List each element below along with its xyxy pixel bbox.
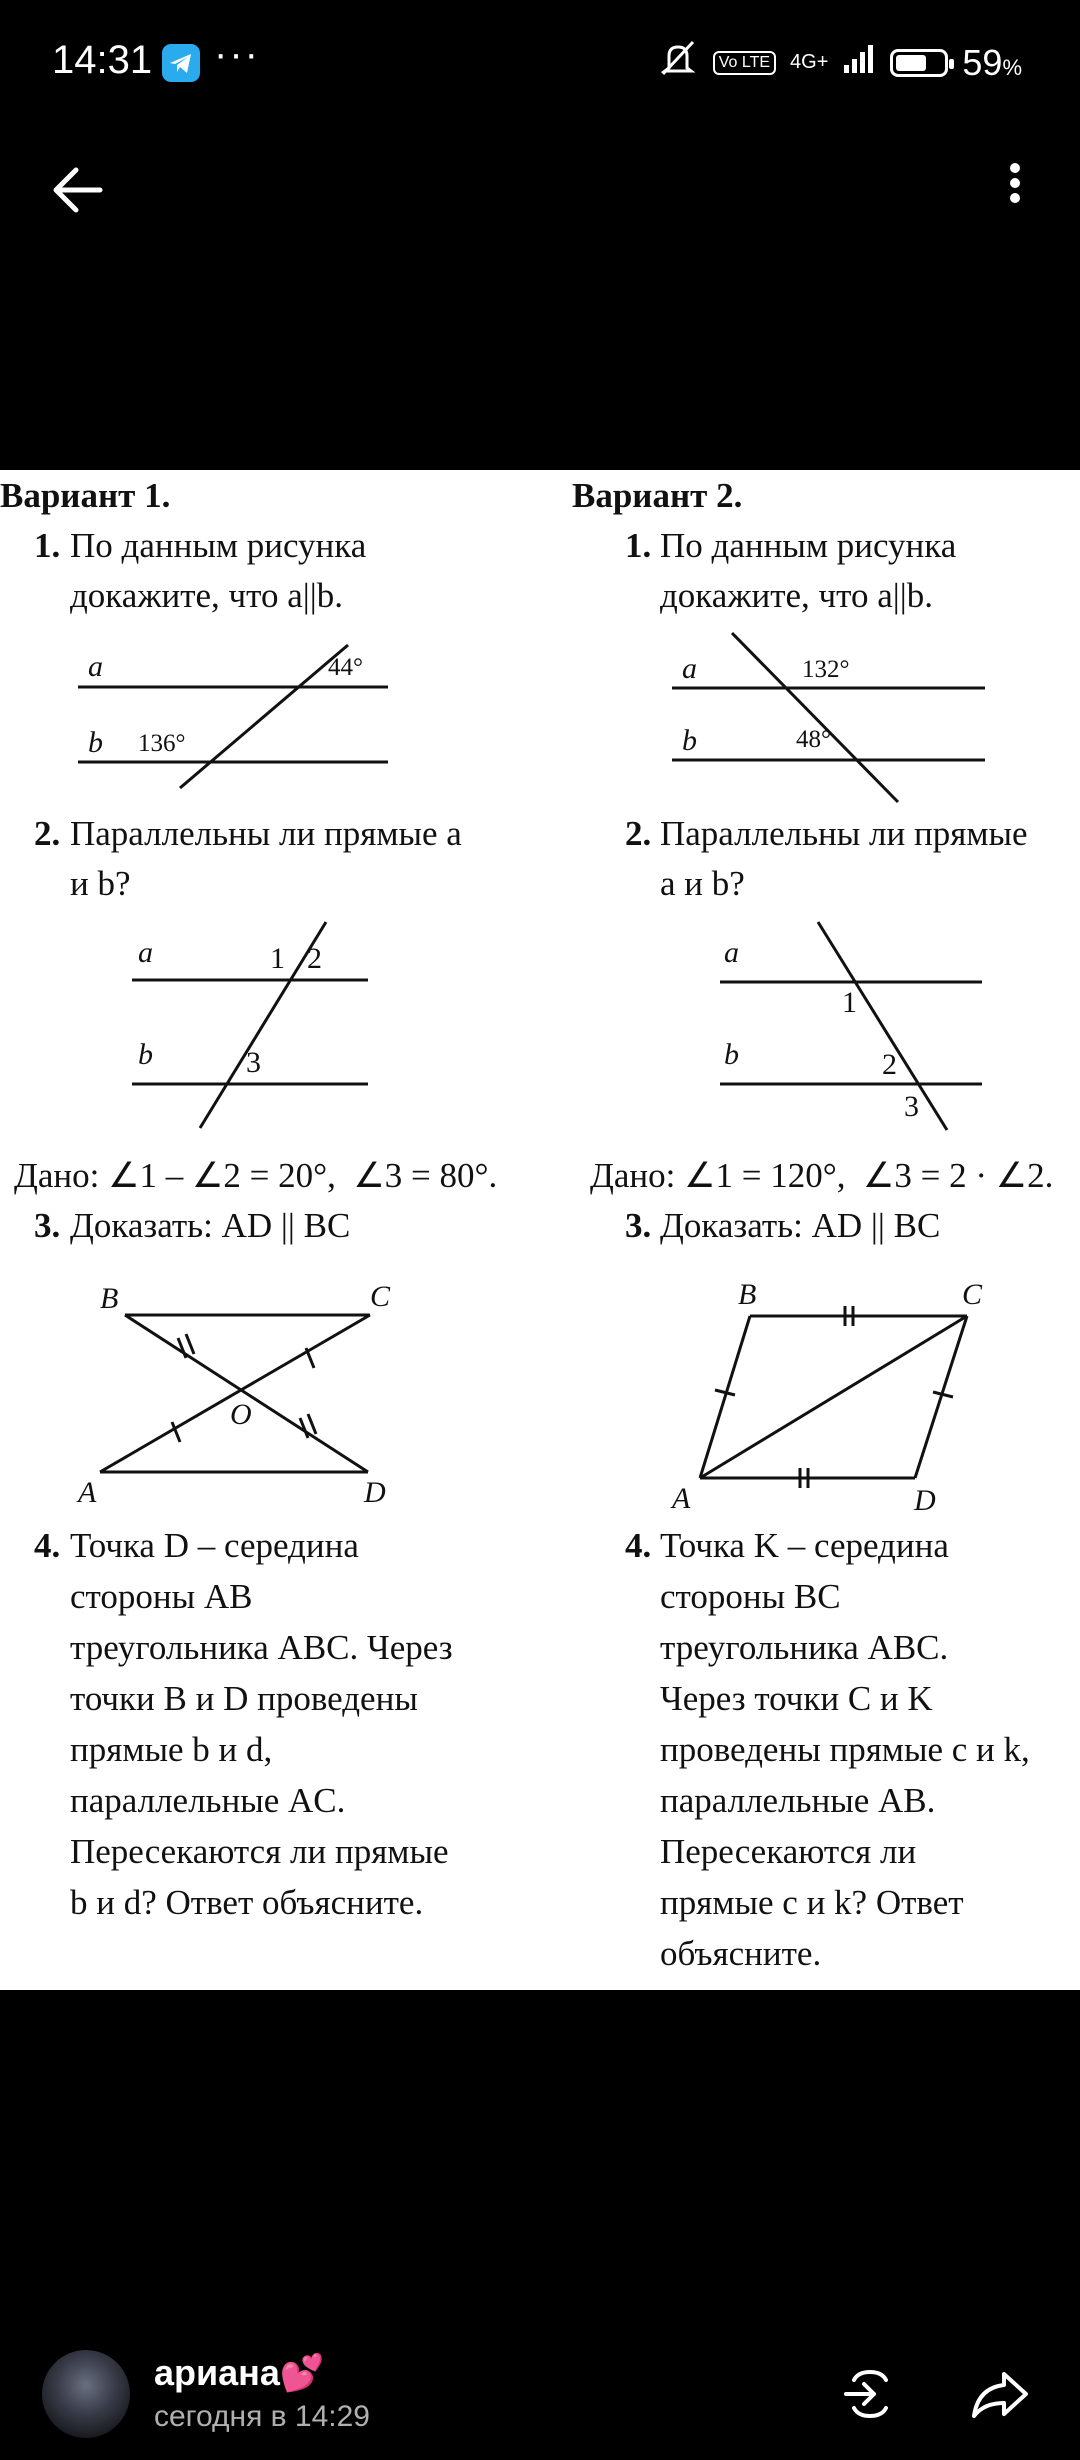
v2-task1-number: 1. xyxy=(625,526,652,565)
v1-fig2-angle2: 2 xyxy=(307,942,322,975)
v1-task4-line: прямые b и d, xyxy=(70,1730,273,1769)
v1-fig1-angle-bottom: 136° xyxy=(138,730,186,757)
arrow-left-icon xyxy=(40,150,120,230)
v1-fig3-point-o: O xyxy=(230,1398,252,1431)
v1-task2-line2: и b? xyxy=(70,864,131,903)
v2-fig1-line-b-label: b xyxy=(682,724,697,757)
v1-fig1-line-a-label: a xyxy=(88,650,103,683)
v1-task4-number: 4. xyxy=(34,1526,61,1565)
share-button[interactable] xyxy=(968,2362,1032,2426)
v1-task4-line: Точка D – середина xyxy=(70,1526,359,1565)
v1-fig2-line-a-label: a xyxy=(138,936,153,969)
v2-task3-text: Доказать: AD || BC xyxy=(660,1206,941,1245)
v1-fig1-angle-top: 44° xyxy=(328,654,363,681)
v2-task4-line: Пересекаются ли xyxy=(660,1832,917,1871)
sent-time: сегодня в 14:29 xyxy=(154,2400,370,2433)
v2-task4-line: прямые c и k? Ответ xyxy=(660,1883,964,1922)
volte-badge: Vo LTE xyxy=(713,51,776,75)
v2-task4-line: треугольника ABC. xyxy=(660,1628,949,1667)
more-options-button[interactable] xyxy=(990,150,1040,230)
vertical-dots-icon xyxy=(990,150,1040,230)
v2-fig2-line-b-label: b xyxy=(724,1038,739,1071)
v1-fig3-vertex-d: D xyxy=(364,1476,386,1509)
v1-task2-line1: Параллельны ли прямые a xyxy=(70,814,462,853)
share-forward-icon xyxy=(968,2362,1032,2426)
sender-name[interactable]: ариана💕 xyxy=(154,2352,325,2393)
mute-icon xyxy=(657,38,699,87)
status-time: 14:31 xyxy=(52,38,153,82)
v2-task2-number: 2. xyxy=(625,814,652,853)
v1-fig1-line-b-label: b xyxy=(88,726,103,759)
v2-task4-number: 4. xyxy=(625,1526,652,1565)
signal-icon xyxy=(842,42,876,84)
v1-fig3-vertex-a: A xyxy=(78,1476,97,1509)
sender-avatar[interactable] xyxy=(42,2350,130,2438)
v1-task1-line2: докажите, что a||b. xyxy=(70,576,344,615)
v1-task1-number: 1. xyxy=(34,526,61,565)
telegram-icon xyxy=(162,44,200,82)
v2-task4-line: стороны BC xyxy=(660,1577,841,1616)
v1-given: Дано: ∠1 – ∠2 = 20°, ∠3 = 80°. xyxy=(14,1156,498,1195)
v1-task4-line: точки B и D проведены xyxy=(70,1679,418,1718)
v1-task4-line: параллельные AC. xyxy=(70,1781,346,1820)
v2-fig2-angle3: 3 xyxy=(904,1090,919,1123)
v1-task3-number: 3. xyxy=(34,1206,61,1245)
v2-task4-line: проведены прямые c и k, xyxy=(660,1730,1030,1769)
network-type: 4G+ xyxy=(790,51,829,73)
v1-fig2-line-b-label: b xyxy=(138,1038,153,1071)
v2-task2-line2: a и b? xyxy=(660,864,745,903)
v1-task4-line: b и d? Ответ объясните. xyxy=(70,1883,424,1922)
back-button[interactable] xyxy=(40,150,120,230)
variant2-title: Вариант 2. xyxy=(572,476,743,515)
v1-task4-line: стороны AB xyxy=(70,1577,253,1616)
v2-task4-line: объясните. xyxy=(660,1934,822,1973)
v2-task2-line1: Параллельны ли прямые xyxy=(660,814,1028,853)
v2-fig2-angle2: 2 xyxy=(882,1048,897,1081)
v2-fig3-vertex-a: A xyxy=(672,1482,691,1515)
battery-icon xyxy=(890,49,948,77)
v2-task4-line: Точка K – середина xyxy=(660,1526,949,1565)
worksheet-image[interactable] xyxy=(0,470,1080,1990)
v2-task1-line1: По данным рисунка xyxy=(660,526,957,565)
status-icons xyxy=(657,38,1022,87)
v2-fig1-angle-bottom: 48° xyxy=(796,726,831,753)
v1-task2-number: 2. xyxy=(34,814,61,853)
v1-task3-text: Доказать: AD || BC xyxy=(70,1206,351,1245)
notification-more-indicator: ··· xyxy=(214,32,260,76)
v1-task1-line1: По данным рисунка xyxy=(70,526,367,565)
message-info-bar xyxy=(0,2330,1080,2460)
v1-fig3-vertex-b: B xyxy=(100,1282,119,1315)
v2-fig1-line-a-label: a xyxy=(682,652,697,685)
v2-fig3-vertex-c: C xyxy=(962,1278,983,1311)
save-to-device-button[interactable] xyxy=(838,2362,902,2426)
v2-task4-line: Через точки C и K xyxy=(660,1679,933,1718)
v2-task1-line2: докажите, что a||b. xyxy=(660,576,934,615)
v1-fig2-angle3: 3 xyxy=(246,1046,261,1079)
save-to-device-icon xyxy=(838,2362,902,2426)
v1-task4-line: Пересекаются ли прямые xyxy=(70,1832,449,1871)
v2-task3-number: 3. xyxy=(625,1206,652,1245)
v2-fig3-vertex-d: D xyxy=(914,1484,936,1517)
v2-fig2-line-a-label: a xyxy=(724,936,739,969)
v2-fig3-vertex-b: B xyxy=(738,1278,757,1311)
status-bar xyxy=(0,0,1080,120)
v2-task4-line: параллельные AB. xyxy=(660,1781,936,1820)
v1-task4-line: треугольника ABC. Через xyxy=(70,1628,453,1667)
v2-given: Дано: ∠1 = 120°, ∠3 = 2 · ∠2. xyxy=(590,1156,1054,1195)
battery-level: 59% xyxy=(962,41,1022,83)
v2-fig1-angle-top: 132° xyxy=(802,656,850,683)
v2-fig2-angle1: 1 xyxy=(842,986,857,1019)
v1-fig3-vertex-c: C xyxy=(370,1280,391,1313)
v1-fig2-angle1: 1 xyxy=(270,942,285,975)
variant1-title: Вариант 1. xyxy=(0,476,171,515)
